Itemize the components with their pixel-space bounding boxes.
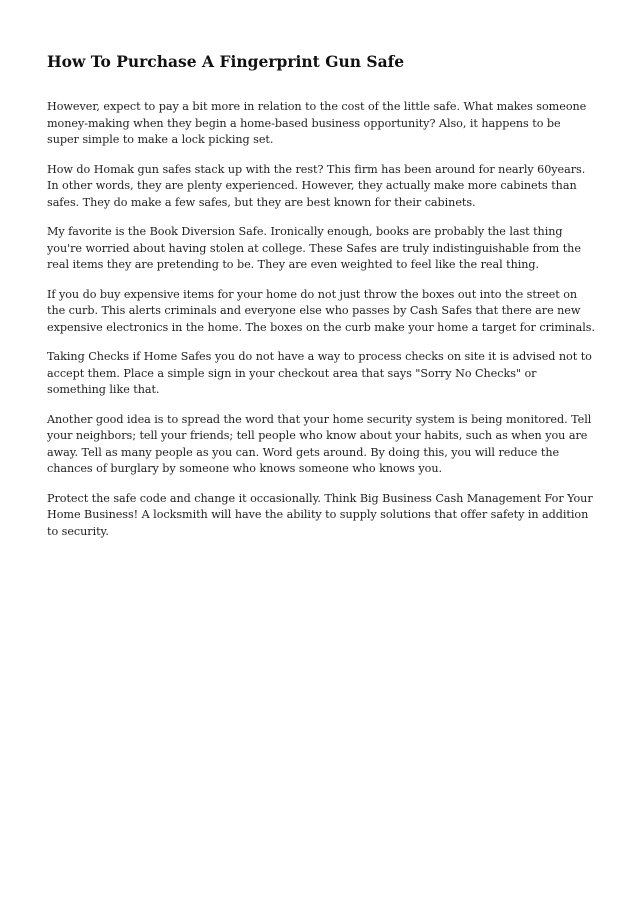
paragraph: How do Homak gun safes stack up with the rest? This firm has been around for nearly 60years. In other words, they are plenty experienced. However, they actually make more cabinets than safes. They do make a few safes, but they are best known for their cabinets. <box>47 162 586 209</box>
paragraph: Protect the safe code and change it occasionally. Think Big Business Cash Management For Your Home Business! A locksmith will have the ability to supply solutions that offer safety in addition to security. <box>47 491 593 538</box>
paragraph: Another good idea is to spread the word that your home security system is being monitored. Tell your neighbors; tell your friends; tell people who know about your habits, such as when you are away. Tell as many people as you can. Word gets around. By doing this, you will reduce the chances of burglary by someone who knows someone who knows you. <box>47 412 592 475</box>
paragraph: My favorite is the Book Diversion Safe. Ironically enough, books are probably the last thing you're worried about having stolen at college. These Safes are truly indistinguishable from the real items they are pretending to be. They are even weighted to feel like the real thing. <box>47 225 581 271</box>
paragraph: Taking Checks if Home Safes you do not have a way to process checks on site it is advised not to accept them. Place a simple sign in your checkout area that says "Sorry No Checks" or something like that. <box>47 350 592 396</box>
page-title: How To Purchase A Fingerprint Gun Safe <box>47 52 405 71</box>
paragraph: However, expect to pay a bit more in relation to the cost of the little safe. What makes someone money-making when they begin a home-based business opportunity? Also, it happens to be super simple to make a lock picking set. <box>47 100 587 146</box>
paragraph: If you do buy expensive items for your home do not just throw the boxes out into the street on the curb. This alerts criminals and everyone else who passes by Cash Safes that there are new expensive electronics in the home. The boxes on the curb make your home a target for criminals. <box>47 287 595 334</box>
document-page <box>47 52 595 553</box>
